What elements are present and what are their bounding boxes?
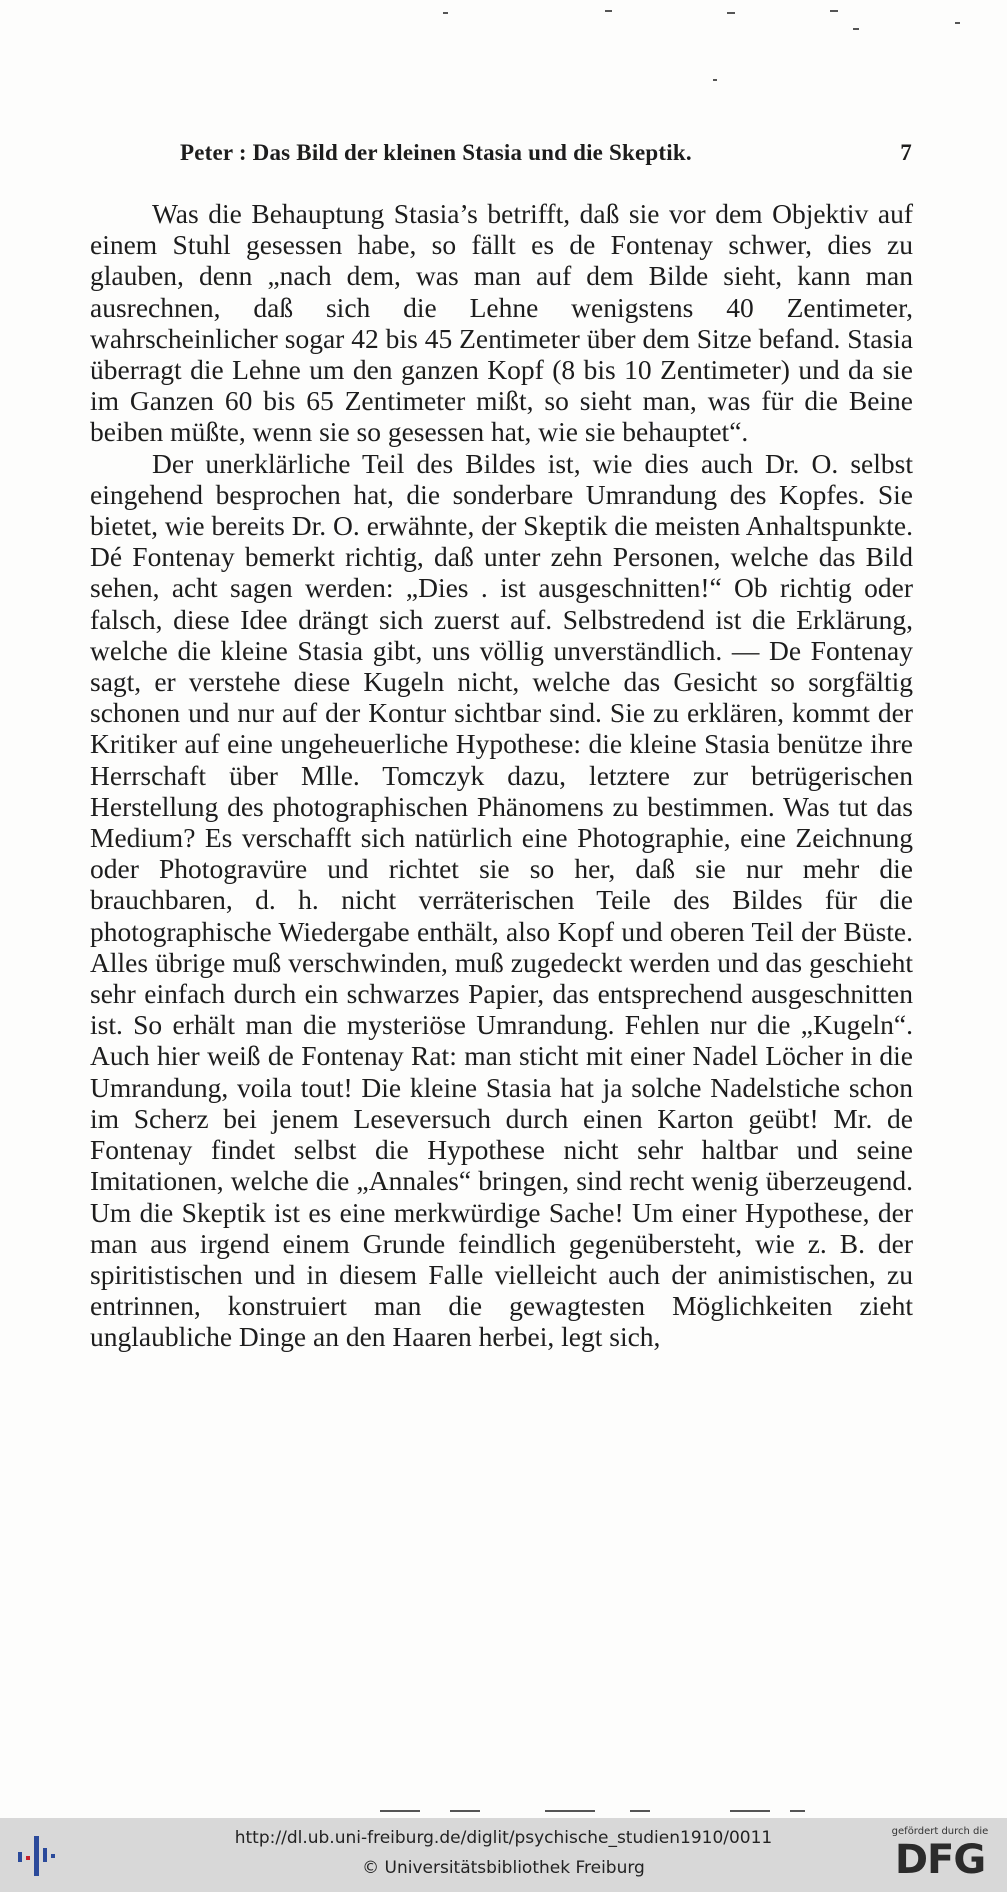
dfg-logo: [885, 1826, 995, 1886]
source-url[interactable]: http://dl.ub.uni-freiburg.de/diglit/psychische_studien1910/0011: [234, 1828, 773, 1848]
dfg-logo-text: DFG: [894, 1837, 986, 1883]
copyright-notice: © Universitätsbibliothek Freiburg: [362, 1858, 645, 1878]
body-text: [90, 198, 913, 1353]
page-number: 7: [900, 140, 912, 165]
running-title: Peter : Das Bild der kleinen Stasia und die Skeptik.: [180, 140, 692, 165]
viewer-footer: [0, 1818, 1007, 1892]
running-head: [90, 140, 922, 174]
paragraph: Was die Behauptung Stasia’s betrifft, daß sie vor dem Objektiv auf einem Stuhl gesessen habe, so fällt es de Fontenay schwer, dies zu glauben, denn „nach dem, was man auf dem Bilde sieht, kann man ausrechnen, daß sich die Lehne wenigstens 40 Zentimeter, wahrscheinlicher sogar 42 bis 45 Zentimeter über dem Sitze befand. Stasia überragt die Lehne um den ganzen Kopf (8 bis 10 Zentimeter) und da sie im Ganzen 60 bis 65 Zentimeter mißt, so sieht man, was für die Beine beiben müßte, wenn sie so gesessen hat, wie sie behauptet“.: [90, 198, 913, 448]
dfg-caption: gefördert durch die: [891, 1826, 989, 1837]
paragraph: Der unerklärliche Teil des Bildes ist, wie dies auch Dr. O. selbst eingehend besprochen hat, die sonderbare Umrandung des Kopfes. Sie bietet, wie bereits Dr. O. erwähnte, der Skeptik die meisten Anhaltspunkte. Dé Fontenay bemerkt richtig, daß unter zehn Personen, welche das Bild sehen, acht sagen werden: „Dies . ist ausgeschnitten!“ Ob richtig oder falsch, diese Idee drängt sich zuerst auf. Selbstredend ist die Erklärung, welche die kleine Stasia gibt, uns völlig unverständlich. — De Fontenay sagt, er verstehe diese Kugeln nicht, welche das Gesicht so sorgfältig schonen und nur auf der Kontur sichtbar sind. Sie zu erklären, kommt der Kritiker auf eine ungeheuerliche Hypothese: die kleine Stasia benütze ihre Herrschaft über Mlle. Tomczyk dazu, letztere zur betrügerischen Herstellung des photographischen Phänomens zu bestimmen. Was tut das Medium? Es verschafft sich natürlich eine Photographie, eine Zeichnung oder Photogravüre und richtet sie so her, daß sie nur mehr die brauchbaren, d. h. nicht verräterischen Teile des Bildes für die photographische Wiedergabe enthält, also Kopf und oberen Teil der Büste. Alles übrige muß verschwinden, muß zugedeckt werden und das geschieht sehr einfach durch ein schwarzes Papier, das entsprechend ausgeschnitten ist. So erhält man die mysteriöse Umrandung. Fehlen nur die „Kugeln“. Auch hier weiß de Fontenay Rat: man sticht mit einer Nadel Löcher in die Umrandung, voila tout! Die kleine Stasia hat ja solche Nadelstiche schon im Scherz bei jenem Leseversuch durch einen Karton geübt! Mr. de Fontenay findet selbst die Hypothese nicht sehr haltbar und seine Imitationen, welche die „Annales“ bringen, sind recht wenig überzeugend. Um die Skeptik ist es eine merkwürdige Sache! Um einer Hypothese, der man aus irgend einem Grunde feindlich gegenübersteht, wie z. B. der spiritistischen und in diesem Falle vielleicht auch der animistischen, zu entrinnen, konstruiert man die gewagtesten Möglichkeiten zieht unglaubliche Dinge an den Haaren herbei, legt sich,: [90, 447, 913, 1353]
